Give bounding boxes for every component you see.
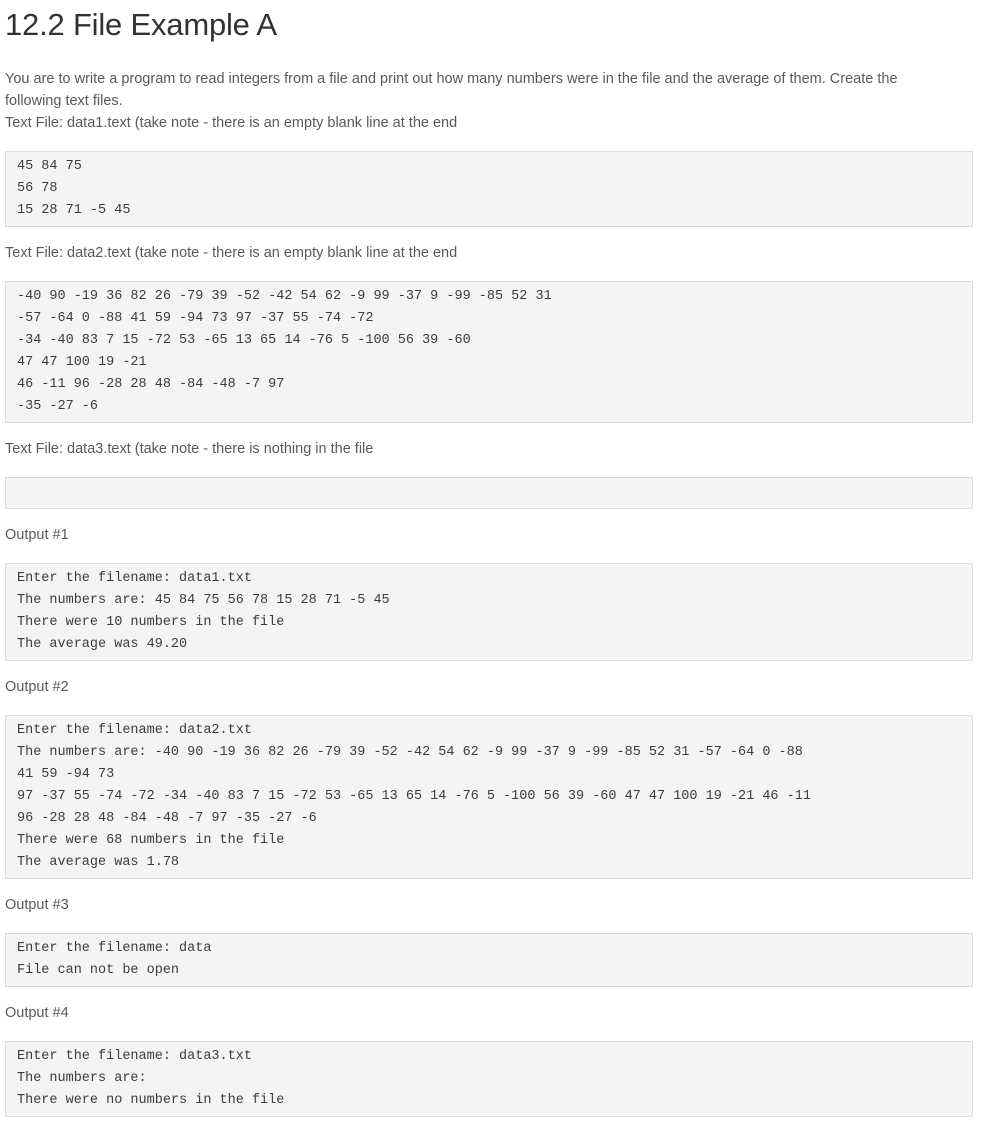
output3-label: Output #3 (5, 897, 69, 913)
output1-code-block (5, 563, 973, 661)
code-line: Enter the filename: data1.txt (17, 571, 252, 586)
code-line: 47 47 100 19 -21 (17, 355, 147, 370)
code-line: There were no numbers in the file (17, 1093, 285, 1108)
code-line: 46 -11 96 -28 28 48 -84 -48 -7 97 (17, 377, 285, 392)
output2-code-block (5, 715, 973, 879)
code-line: Enter the filename: data2.txt (17, 723, 252, 738)
code-line: 41 59 -94 73 (17, 767, 115, 782)
code-line: The numbers are: (17, 1071, 147, 1086)
intro-line-1: You are to write a program to read integers from a file and print out how many numbers were in the file and the average of them. Create the (5, 71, 898, 87)
code-line: Enter the filename: data (17, 941, 212, 956)
data2-label: Text File: data2.text (take note - there is an empty blank line at the end (5, 245, 458, 261)
data2-code-block (5, 281, 973, 423)
output4-code-block (5, 1041, 973, 1117)
output3-code-block (5, 933, 973, 987)
code-line: The average was 49.20 (17, 637, 188, 652)
code-line: Enter the filename: data3.txt (17, 1049, 252, 1064)
code-line: 15 28 71 -5 45 (17, 203, 131, 218)
code-line: -35 -27 -6 (17, 399, 99, 414)
code-line: 56 78 (17, 181, 58, 196)
data3-code-block (5, 477, 973, 509)
code-line: The average was 1.78 (17, 855, 180, 870)
code-line: There were 68 numbers in the file (17, 833, 285, 848)
page-title: 12.2 File Example A (5, 7, 277, 42)
code-line: 97 -37 55 -74 -72 -34 -40 83 7 15 -72 53 -65 13 65 14 -76 5 -100 56 39 -60 47 47 100 19 -21 46 -11 (17, 789, 811, 804)
code-line: There were 10 numbers in the file (17, 615, 285, 630)
code-line: -40 90 -19 36 82 26 -79 39 -52 -42 54 62 -9 99 -37 9 -99 -85 52 31 (17, 289, 552, 304)
code-line: The numbers are: 45 84 75 56 78 15 28 71 -5 45 (17, 593, 390, 608)
output4-label: Output #4 (5, 1005, 69, 1021)
data1-label: Text File: data1.text (take note - there is an empty blank line at the end (5, 115, 458, 131)
code-line: -57 -64 0 -88 41 59 -94 73 97 -37 55 -74 -72 (17, 311, 374, 326)
data1-code-block (5, 151, 973, 227)
code-line: The numbers are: -40 90 -19 36 82 26 -79 39 -52 -42 54 62 -9 99 -37 9 -99 -85 52 31 -57 -64 0 -88 (17, 745, 803, 760)
code-line: -34 -40 83 7 15 -72 53 -65 13 65 14 -76 5 -100 56 39 -60 (17, 333, 471, 348)
data3-label: Text File: data3.text (take note - there is nothing in the file (5, 441, 374, 457)
output2-label: Output #2 (5, 679, 69, 695)
intro-line-2: following text files. (5, 93, 123, 109)
output1-label: Output #1 (5, 527, 69, 543)
code-line: 45 84 75 (17, 159, 82, 174)
code-line: 96 -28 28 48 -84 -48 -7 97 -35 -27 -6 (17, 811, 317, 826)
intro-text (5, 68, 975, 134)
code-line: File can not be open (17, 963, 180, 978)
